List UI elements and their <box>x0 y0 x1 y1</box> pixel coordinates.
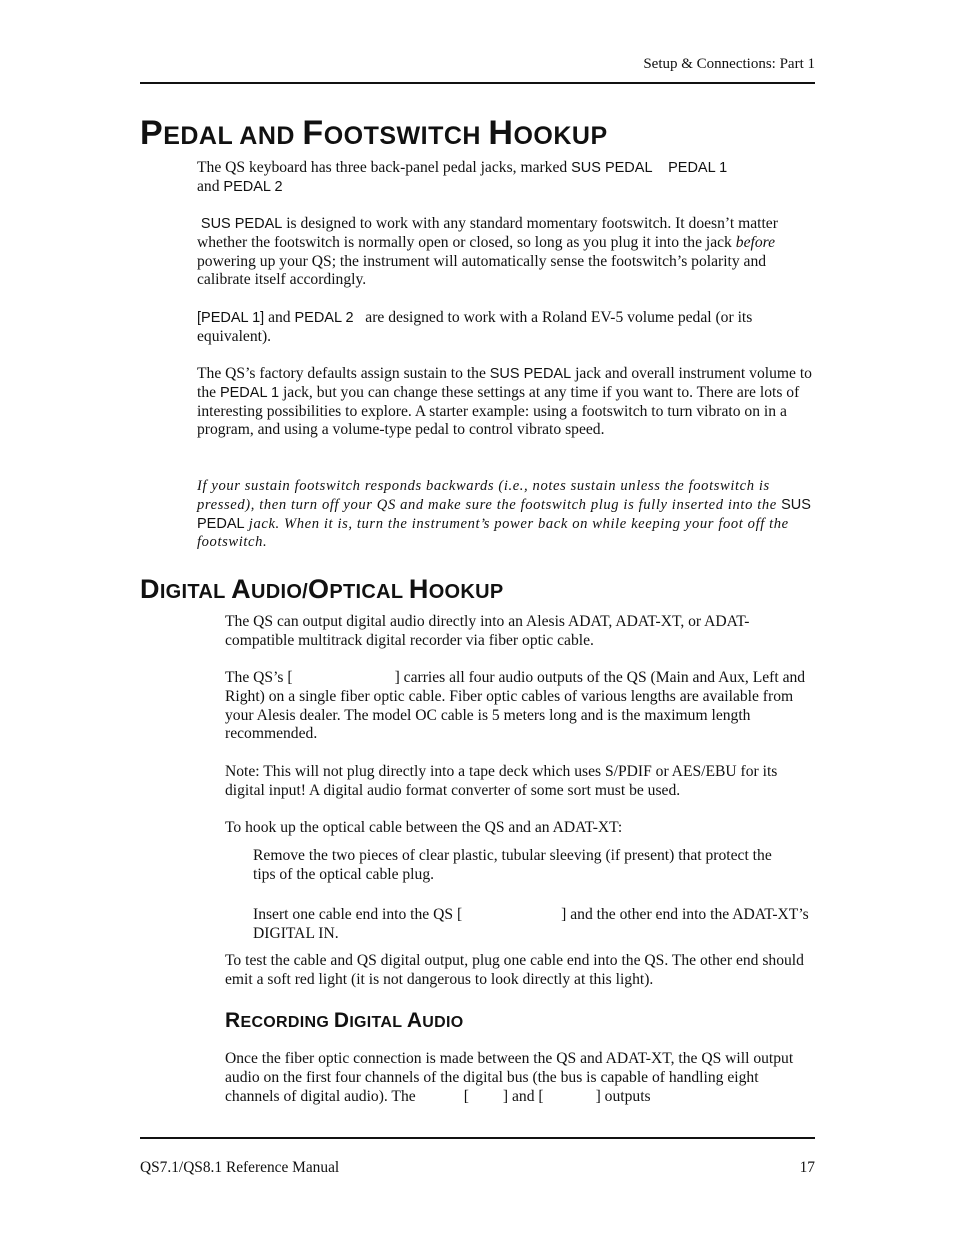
paragraph-pedal-jacks: The QS keyboard has three back-panel pedal jacks, marked SUS PEDAL PEDAL 1 and PEDAL 2 <box>197 159 728 195</box>
paragraph-spdif-note: Note: This will not plug directly into a tape deck which uses S/PDIF or AES/EBU for its digital input! A digital audio format converter of some sort must be used. <box>225 763 778 799</box>
paragraph-hookup-intro: To hook up the optical cable between the QS and an ADAT-XT: <box>225 819 623 836</box>
paragraph-optical-out: The QS’s [ ] carries all four audio outputs of the QS (Main and Aux, Left and Right) on a single fiber optic cable. Fiber optic cables of various lengths are available from your Alesis dealer. The model OC cable is 5 meters long and is the maximum length recommended. <box>225 669 806 743</box>
page-number: 17 <box>799 1159 815 1176</box>
paragraph-pedal1-pedal2: [PEDAL 1] and PEDAL 2 are designed to work with a Roland EV-5 volume pedal (or its equivalent). <box>197 309 753 345</box>
page-footer <box>140 1137 815 1176</box>
footer-manual-title: QS7.1/QS8.1 Reference Manual <box>140 1159 340 1176</box>
running-head: Setup & Connections: Part 1 <box>643 56 815 72</box>
paragraph-recording-digital-audio: Once the fiber optic connection is made between the QS and ADAT-XT, the QS will output audio on the first four channels of the digital bus (the bus is capable of handling eight channels of digital audio). The [ ] and [ ] outputs <box>225 1050 794 1105</box>
step-insert-cable: Insert one cable end into the QS [ ] and the other end into the ADAT-XT’s DIGITAL IN. <box>253 906 809 942</box>
step-remove-sleeving: Remove the two pieces of clear plastic, tubular sleeving (if present) that protect the tips of the optical cable plug. <box>253 847 772 883</box>
subsection-title-recording-digital-audio: RECORDING DIGITAL AUDIO <box>225 1009 464 1032</box>
paragraph-sus-pedal: SUS PEDAL is designed to work with any standard momentary footswitch. It doesn’t matter whether the footswitch is normally open or closed, so long as you plug it into the jack before powering up your QS; the instrument will automatically sense the footswitch’s polarity and calibrate itself accordingly. <box>197 215 778 289</box>
paragraph-test-cable: To test the cable and QS digital output, plug one cable end into the QS. The other end should emit a soft red light (it is not dangerous to look directly at this light). <box>225 952 804 988</box>
section-title-pedal-footswitch-hookup: PEDAL AND FOOTSWITCH HOOKUP <box>140 114 608 152</box>
paragraph-qs-output: The QS can output digital audio directly into an Alesis ADAT, ADAT-XT, or ADAT-compatible multitrack digital recorder via fiber optic cable. <box>225 613 750 649</box>
page-header <box>140 54 815 84</box>
paragraph-factory-defaults: The QS’s factory defaults assign sustain to the SUS PEDAL jack and overall instrument volume to the PEDAL 1 jack, but you can change these settings at any time if you want to. There are lots of interesting possibilities to explore. A starter example: using a footswitch to turn vibrato on in a program, and using a volume-type pedal to control vibrato speed. <box>197 365 812 439</box>
note-sustain-backwards: If your sustain footswitch responds backwards (i.e., notes sustain unless the footswitch is pressed), then turn off your QS and make sure the footswitch plug is fully inserted into the SUS PEDAL jack. When it is, turn the instrument’s power back on while keeping your foot off the footswitch. <box>197 478 811 551</box>
section-title-digital-audio-optical-hookup: DIGITAL AUDIO/OPTICAL HOOKUP <box>140 574 504 604</box>
